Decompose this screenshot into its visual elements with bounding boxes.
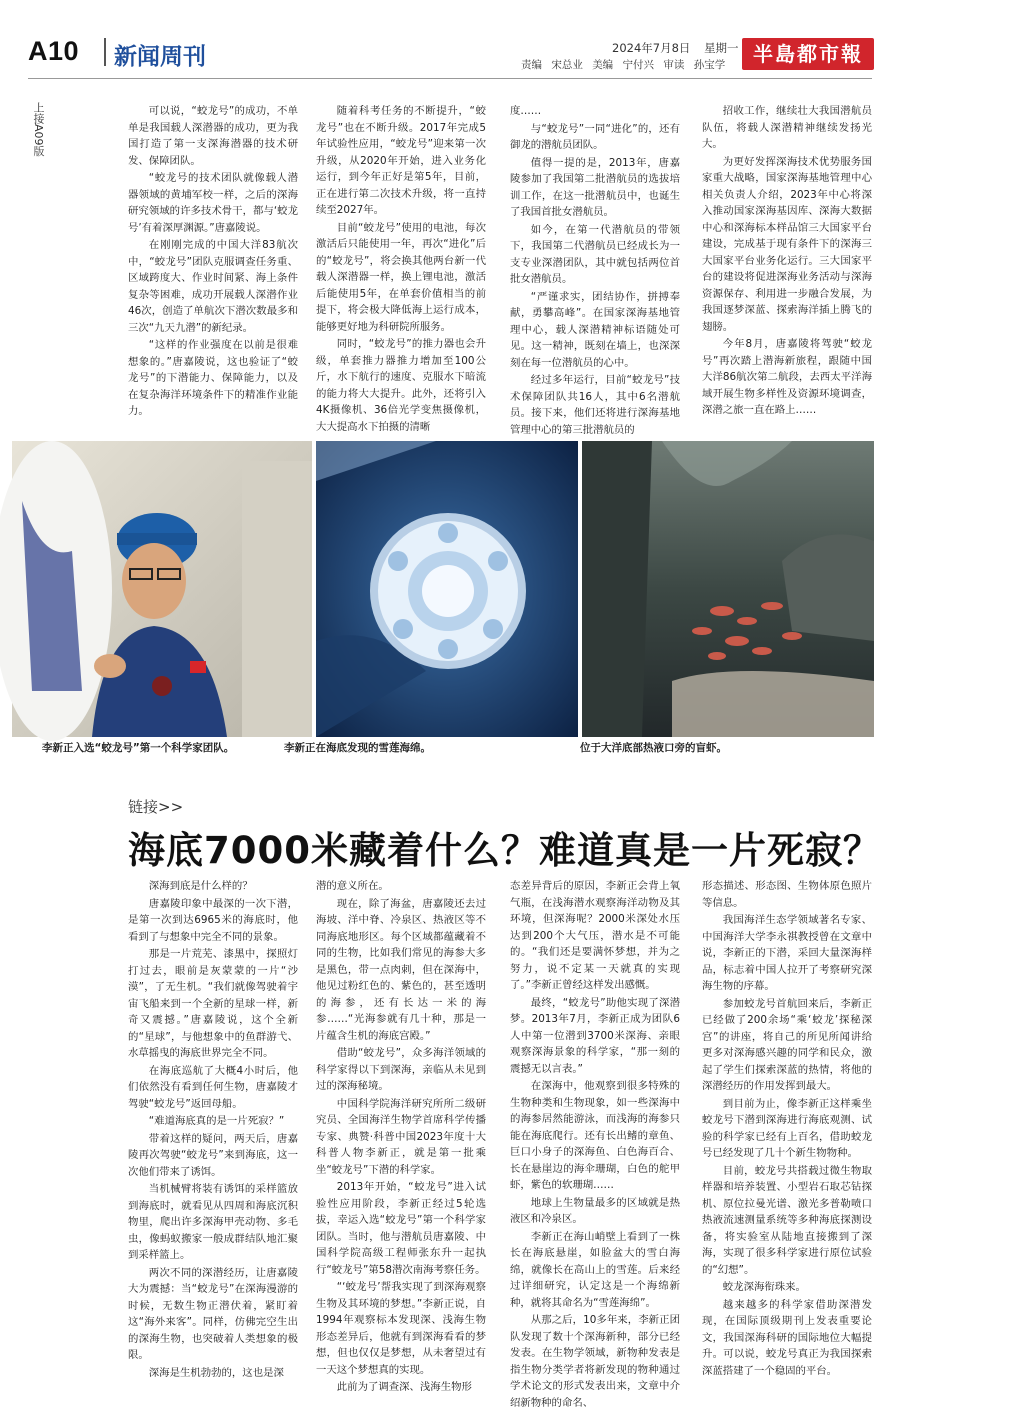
paragraph: 蛟龙深海衔珠来。 bbox=[722, 1281, 806, 1293]
header-divider bbox=[104, 38, 106, 66]
photo-caption-sponge: 李新正在海底发现的雪莲海绵。 bbox=[284, 742, 431, 754]
credit-role: 审读 bbox=[663, 59, 685, 71]
editor-credits bbox=[521, 57, 731, 72]
paragraph: 目前“蛟龙号”使用的电池，每次激活后只能使用一年，再次“进化”后的“蛟龙号”，将会换其他两台新一代载人深潜器一样，换上锂电池，激活后能使用5年，在单套价值相当的前提下，将会极大降低海上运行成本，能够更好地为科研院所服务。 bbox=[316, 221, 486, 333]
paragraph: “这样的作业强度在以前是很难想象的。”唐嘉陵说，这也验证了“蛟龙号”的下潜能力、保障能力，以及在复杂海洋环境条件下的精准作业能力。 bbox=[128, 339, 298, 417]
paragraph: 中国科学院海洋研究所所二级研究员、全国海洋生物学首席科学传播专家、典赞·科普中国2023年度十大科普人物李新正，就是第一批乘坐“蛟龙号”下潜的科学家。 bbox=[316, 1097, 486, 1176]
paragraph: 潜的意义所在。 bbox=[316, 880, 389, 892]
text-column bbox=[702, 103, 872, 416]
paragraph: 同时，“蛟龙号”的推力器也会升级，单套推力器推力增加至100公斤，水下航行的速度、克服水下暗流的能力将大大提升。此外，还将引入4K摄像机、36倍光学变焦摄像机，大大提高水下拍摄的清晰 bbox=[316, 338, 486, 433]
text-column bbox=[510, 878, 680, 1409]
paragraph: 当机械臂将装有诱饵的采样篮放到海底时，就看见从四周和海底沉积物里，爬出许多深海甲壳动物、多毛虫，像蚂蚁搬家一般成群结队地汇聚到采样篮上。 bbox=[128, 1183, 298, 1261]
header-rule bbox=[28, 78, 872, 79]
text-column bbox=[510, 103, 680, 436]
paragraph: 我国海洋生态学领域著名专家、中国海洋大学李永祺教授曾在文章中说，李新正的下潜，采回大量深海样品，标志着中国人拉开了考察研究深海生物的序幕。 bbox=[702, 914, 872, 992]
photo-caption-shrimp: 位于大洋底部热液口旁的盲虾。 bbox=[580, 742, 727, 754]
paragraph: 李新正在海山峭壁上看到了一株长在海底悬崖，如脸盆大的雪白海绵，就像长在高山上的雪莲。后来经过详细研究，认定这是一个海绵新种，就将其命名为“雪莲海绵”。 bbox=[510, 1230, 680, 1309]
credit-name: 孙宝学 bbox=[693, 59, 726, 71]
paragraph: 在深海中，他观察到很多特殊的生物种类和生物现象，如一些深海中的海参居然能游泳，而浅海的海参只能在海底爬行。还有长出鳍的章鱼、巨口小身子的深海鱼、白色海百合、长在悬崖边的海伞珊瑚，白色的舵甲虾，紫色的软珊瑚…… bbox=[510, 1080, 680, 1191]
continued-from-note: 上接A09版 bbox=[32, 102, 45, 157]
paragraph: 到目前为止，像李新正这样乘坐蛟龙号下潜到深海进行海底观测、试验的科学家已经有上百名，借助蛟龙号已经发现了几十个新生物物种。 bbox=[702, 1097, 872, 1159]
photo-scientist bbox=[12, 441, 312, 737]
credit-role: 责编 bbox=[521, 59, 542, 71]
credit-role: 美编 bbox=[592, 59, 614, 71]
paragraph: 经过多年运行，目前“蛟龙号”技术保障团队共16人，其中6名潜航员。接下来，他们还将进行深海基地管理中心的第三批潜航员的 bbox=[510, 374, 680, 436]
section-title: 新闻周刊 bbox=[114, 44, 206, 70]
link-label: 链接>> bbox=[128, 798, 184, 816]
paragraph: 深海到底是什么样的？ bbox=[148, 880, 253, 892]
paragraph: 目前，蛟龙号共搭载过微生物取样器和培养装置、小型岩石取芯钻探机、原位拉曼光谱、激光多普勒喷口热液流速测量系统等多种海底探测设备，将实验室从陆地直接搬到了深海，实现了很多科学家进行原位试验的“幻想”。 bbox=[702, 1164, 872, 1276]
credit-name: 宋总业 bbox=[551, 59, 583, 71]
paragraph: 今年8月，唐嘉陵将驾驶“蛟龙号”再次踏上潜海新旅程，跟随中国大洋86航次第二航段，去西太平洋海域开展生物多样性及资源环境调查，深潜之旅一直在路上…… bbox=[702, 338, 872, 416]
paragraph: “严谨求实，团结协作，拼搏奉献，勇攀高峰”。在国家深海基地管理中心，载人深潜精神标语随处可见。这一精神，既刻在墙上，也深深刻在每一位潜航员的心中。 bbox=[510, 290, 680, 369]
paragraph: 现在，除了海盆，唐嘉陵还去过海坡、洋中脊、冷泉区、热液区等不同海底地形区。每个区域都蕴藏着不同的生物，比如我们常见的海参大多是黑色，带一点肉刺，但在深海中，他见过粉红色的、紫色的，甚至透明的海参，还有长达一米的海参……“光海参就有几十种，那是一片蕴含生机的海底宫殿。” bbox=[316, 897, 486, 1042]
photo-caption-scientist: 李新正入选“蛟龙号”第一个科学家团队。 bbox=[42, 742, 235, 754]
photo-strip bbox=[12, 441, 874, 741]
text-column bbox=[702, 878, 872, 1377]
paragraph: 度…… bbox=[510, 105, 542, 117]
paragraph: 形态描述、形态图、生物体原色照片等信息。 bbox=[702, 880, 872, 909]
paragraph: 那是一片荒芜、漆黑中，探照灯打过去，眼前是灰蒙蒙的一片“沙漠”，了无生机。“我们就像驾驶着宇宙飞船来到一个全新的星球一样，新奇又震撼。”唐嘉陵说，这个全新的“星球”，与他想象中的鱼群游弋、水草摇曳的海底世界完全不同。 bbox=[128, 948, 298, 1059]
paragraph: 地球上生物量最多的区域就是热液区和冷泉区。 bbox=[510, 1196, 680, 1225]
page-number: A10 bbox=[28, 36, 80, 66]
text-column bbox=[128, 103, 298, 417]
paragraph: 可以说，“蛟龙号”的成功，不单单是我国载人深潜器的成功，更为我国打造了第一支深海潜器的技术研发、保障团队。 bbox=[128, 105, 298, 167]
paragraph: 最终，“蛟龙号”助他实现了深潜梦。2013年7月，李新正成为团队6人中第一位潜到3700米深海、亲眼观察深海景象的科学家，“那一刻的震撼无以言表。” bbox=[510, 996, 680, 1075]
shrimp-photo-icon bbox=[582, 441, 874, 737]
paragraph: 借助“蛟龙号”，众多海洋领域的科学家得以下到深海，亲临从未见到过的深海秘境。 bbox=[316, 1047, 486, 1092]
page-header bbox=[0, 0, 1024, 80]
paragraph: 随着科考任务的不断提升，“蛟龙号”也在不断升级。2017年完成5年试验性应用，“蛟龙号”迎来第一次升级，从2020年开始，进入业务化运行，到今年正好是第5年，目前，正在进行第二次技术升级，将一直持续至2027年。 bbox=[316, 105, 486, 216]
credit-name: 宁付兴 bbox=[622, 59, 655, 71]
text-column bbox=[316, 878, 486, 1393]
paragraph: 如今，在第一代潜航员的带领下，我国第二代潜航员已经成长为一支专业深潜团队，其中就包括两位首批女潜航员。 bbox=[510, 223, 680, 285]
paragraph: 与“蛟龙号”一同“进化”的，还有御龙的潜航员团队。 bbox=[510, 122, 680, 151]
scientist-photo-icon bbox=[12, 441, 312, 737]
paragraph: 2013年开始，“蛟龙号”进入试验性应用阶段，李新正经过5轮选拔，幸运入选“蛟龙号”第一个科学家团队。当时，他与潜航员唐嘉陵、中国科学院高级工程师张东升一起执行“蛟龙号”第58潜次南海考察任务。 bbox=[316, 1181, 486, 1276]
paragraph: 值得一提的是，2013年，唐嘉陵参加了我国第二批潜航员的选拔培训工作，在这一批潜航员中，也诞生了我国首批女潜航员。 bbox=[510, 156, 680, 218]
issue-date bbox=[612, 40, 749, 56]
paragraph: 带着这样的疑问，两天后，唐嘉陵再次驾驶“蛟龙号”来到海底，这一次他们带来了诱饵。 bbox=[128, 1132, 298, 1178]
paragraph: 从那之后，10多年来，李新正团队发现了数十个深海新种，部分已经发表。在生物学领域，新物种发表是指生物分类学者将新发现的物种通过学术论文的形式发表出来，文章中介绍新物种的命名、 bbox=[510, 1314, 680, 1409]
paragraph: “蛟龙号的技术团队就像载人潜器领域的黄埔军校一样，之后的深海研究领域的许多技术骨干，都与‘蛟龙号’有着深厚渊源。”唐嘉陵说。 bbox=[128, 172, 298, 234]
paragraph: 招收工作，继续壮大我国潜航员队伍，将载人深潜精神继续发扬光大。 bbox=[702, 105, 872, 150]
photo-snow-lotus-sponge bbox=[316, 441, 578, 737]
paragraph: 越来越多的科学家借助深潜发现，在国际顶级期刊上发表重要论文，我国深海科研的国际地位大幅提升。可以说，蛟龙号真正为我国探索深蓝搭建了一个稳固的平台。 bbox=[702, 1298, 872, 1377]
paragraph: 在海底巡航了大概4小时后，他们依然没有看到任何生物，唐嘉陵才驾驶“蛟龙号”返回母船。 bbox=[128, 1064, 298, 1110]
article-headline: 海底7000米藏着什么？难道真是一片死寂？ bbox=[128, 829, 881, 872]
paragraph: “难道海底真的是一片死寂？” bbox=[148, 1115, 285, 1127]
paragraph: 为更好发挥深海技术优势服务国家重大战略，国家深海基地管理中心相关负责人介绍，2023年中心将深入推动国家深海基因库、深海大数据中心和深海标本样品馆三大国家平台建设，完成基于现有条件下的深海三大国家平台业务化运行。三大国家平台的建设将促进深海业务活动与深海资源保存、利用进一步融合发展，为我国逐梦深蓝、探索海洋插上腾飞的翅膀。 bbox=[702, 155, 872, 333]
sponge-photo-icon bbox=[316, 441, 578, 737]
paragraph: 深海是生机勃勃的，这也是深 bbox=[148, 1366, 284, 1379]
paragraph: 唐嘉陵印象中最深的一次下潜，是第一次到达6965米的海底时，他看到了与想象中完全不同的景象。 bbox=[128, 897, 298, 943]
paragraph: 参加蛟龙号首航回来后，李新正已经做了200余场“乘‘蛟龙’探秘深宫”的讲座，将自己的所见所闻讲给更多对深海感兴趣的同学和民众，激起了学生们探索深蓝的热情，将他的深潜经历的作用发挥到最大。 bbox=[702, 997, 872, 1092]
photo-blind-shrimp bbox=[582, 441, 874, 737]
paragraph: 在刚刚完成的中国大洋83航次中，“蛟龙号”团队克服调查任务重、区域跨度大、作业时间紧、海上条件复杂等困难，成功开展载人深潜作业46次，创造了单航次下潜次数最多和三次“九天九潜”的新纪录。 bbox=[128, 239, 298, 334]
paragraph: 态差异背后的原因，李新正会背上氧气瓶，在浅海潜水观察海洋动物及其环境，但深海呢？2000米深处水压达到200个大气压，潜水是不可能的。“我们还是要满怀梦想，并为之努力，说不定某一天就真的实现了。”李新正曾经这样发出感慨。 bbox=[510, 880, 680, 991]
paragraph: “‘蛟龙号’帮我实现了到深海观察生物及其环境的梦想。”李新正说，自1994年观察标本发现深、浅海生物形态差异后，他就有到深海看看的梦想，但也仅仅是梦想，从未奢望过有一天这个梦想真的实现。 bbox=[316, 1281, 486, 1376]
text-column bbox=[128, 878, 298, 1379]
date-text: 2024年7月8日 bbox=[612, 41, 691, 55]
weekday-text: 星期一 bbox=[704, 41, 739, 55]
text-column bbox=[316, 103, 486, 433]
paragraph: 此前为了调查深、浅海生物形 bbox=[336, 1381, 472, 1393]
newspaper-logo: 半島都市報 bbox=[742, 38, 874, 70]
paragraph: 两次不同的深潜经历，让唐嘉陵大为震撼：当“蛟龙号”在深海漫游的时候，无数生物正潜伏着，紧盯着这“海外来客”。同样，仿佛完空生出的深海生物，也突破着人类想象的极限。 bbox=[128, 1266, 298, 1361]
